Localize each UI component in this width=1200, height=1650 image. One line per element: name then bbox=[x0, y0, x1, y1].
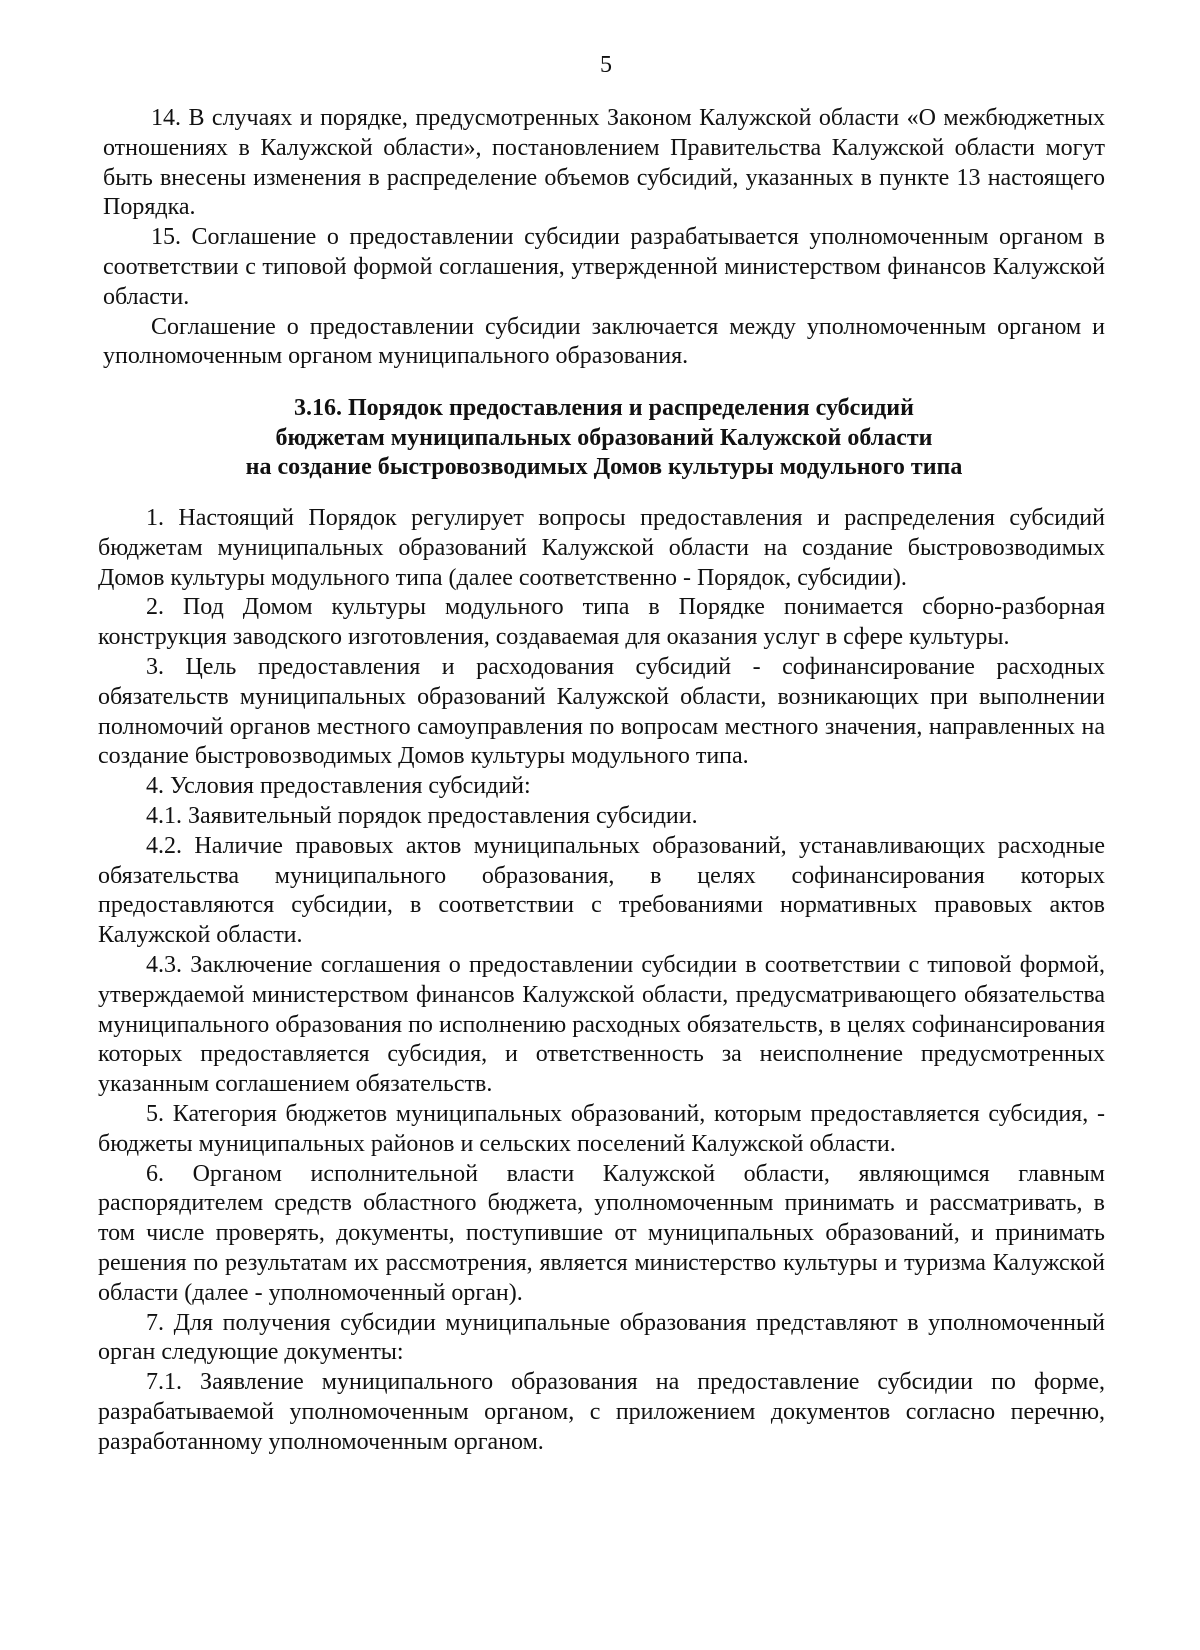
section-heading-line-2: бюджетам муниципальных образований Калужской области bbox=[275, 424, 933, 451]
section-heading bbox=[103, 394, 1105, 483]
paragraph-3: 3. Цель предоставления и расходования субсидий - софинансирование расходных обязательств муниципальных образований Калужской области, возникающих при выполнении полномочий органов местного самоуправления по вопросам местного значения, направленных на создание быстровозводимых Домов культуры модульного типа. bbox=[98, 653, 1105, 770]
paragraph-4-2: 4.2. Наличие правовых актов муниципальных образований, устанавливающих расходные обязательства муниципального образования, в целях софинансирования которых предоставляются субсидии, в соответствии с требованиями нормативных правовых актов Калужской области. bbox=[98, 832, 1105, 949]
paragraph-5: 5. Категория бюджетов муниципальных образований, которым предоставляется субсидия, - бюджеты муниципальных районов и сельских поселений Калужской области. bbox=[98, 1100, 1105, 1157]
paragraph-4: 4. Условия предоставления субсидий: bbox=[146, 773, 531, 800]
paragraph-agreement: Соглашение о предоставлении субсидии заключается между уполномоченным органом и уполномоченным органом муниципального образования. bbox=[103, 313, 1105, 370]
paragraph-7: 7. Для получения субсидии муниципальные образования представляют в уполномоченный орган следующие документы: bbox=[98, 1309, 1105, 1366]
section-heading-line-3: на создание быстровозводимых Домов культуры модульного типа bbox=[245, 454, 963, 480]
intro-section bbox=[103, 104, 1105, 372]
paragraph-7-1: 7.1. Заявление муниципального образования на предоставление субсидии по форме, разрабатываемой уполномоченным органом, с приложением документов согласно перечню, разработанному уполномоченным органом. bbox=[98, 1369, 1105, 1455]
section-body bbox=[98, 504, 1105, 1458]
paragraph-2: 2. Под Домом культуры модульного типа в Порядке понимается сборно-разборная конструкция заводского изготовления, создаваемая для оказания услуг в сфере культуры. bbox=[98, 594, 1105, 651]
paragraph-4-3: 4.3. Заключение соглашения о предоставлении субсидии в соответствии с типовой формой, утверждаемой министерством финансов Калужской области, предусматривающего обязательства муниципального образования по исполнению расходных обязательств, в целях софинансирования которых предоставляется субсидия, и ответственность за неисполнение предусмотренных указанным соглашением обязательств. bbox=[98, 951, 1105, 1098]
paragraph-1: 1. Настоящий Порядок регулирует вопросы предоставления и распределения субсидий бюджетам муниципальных образований Калужской области на создание быстровозводимых Домов культуры модульного типа (далее соответственно - Порядок, субсидии). bbox=[98, 505, 1105, 591]
paragraph-6: 6. Органом исполнительной власти Калужской области, являющимся главным распорядителем средств областного бюджета, уполномоченным принимать и рассматривать, в том числе проверять, документы, поступившие от муниципальных образований, и принимать решения по результатам их рассмотрения, является министерство культуры и туризма Калужской области (далее - уполномоченный орган). bbox=[98, 1160, 1105, 1306]
paragraph-15: 15. Соглашение о предоставлении субсидии разрабатывается уполномоченным органом в соответствии с типовой формой соглашения, утвержденной министерством финансов Калужской области. bbox=[103, 224, 1105, 310]
paragraph-14: 14. В случаях и порядке, предусмотренных Законом Калужской области «О межбюджетных отношениях в Калужской области», постановлением Правительства Калужской области могут быть внесены изменения в распределение объемов субсидий, указанных в пункте 13 настоящего Порядка. bbox=[103, 105, 1105, 221]
section-heading-line-1: 3.16. Порядок предоставления и распределения субсидий bbox=[294, 395, 914, 421]
page-number: 5 bbox=[600, 52, 612, 78]
paragraph-4-1: 4.1. Заявительный порядок предоставления субсидии. bbox=[146, 802, 698, 829]
